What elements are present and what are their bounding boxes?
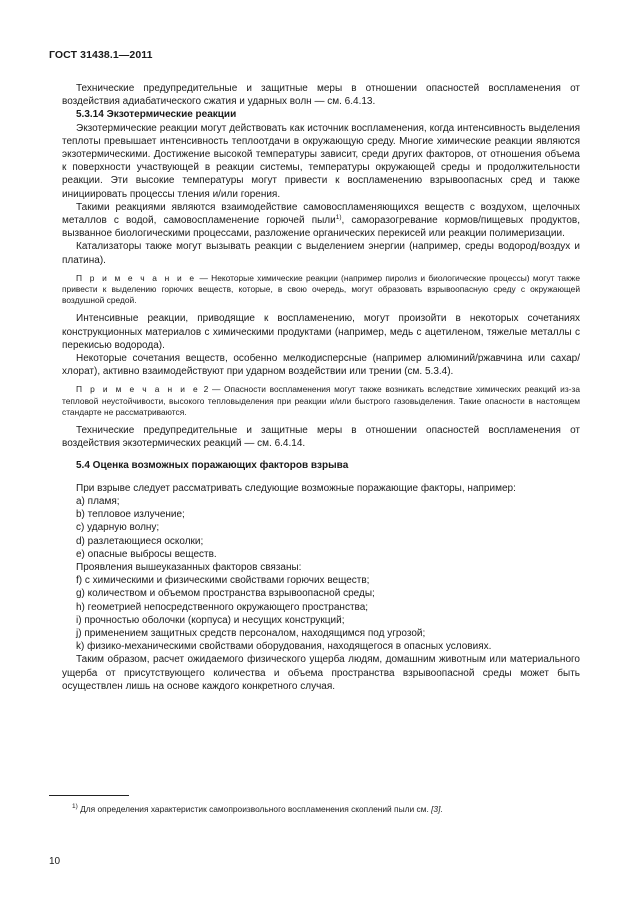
list-item: f) с химическими и физическими свойствами горючих веществ; <box>76 575 370 587</box>
note-label: П р и м е ч а н и е <box>76 272 197 283</box>
paragraph: Технические предупредительные и защитные меры в отношении опасностей воспламенения от воздействия экзотермических реакций — см. 6.4.14. <box>62 425 580 450</box>
paragraph: При взрыве следует рассматривать следующие возможные поражающие факторы, например: <box>76 482 516 494</box>
paragraph: Катализаторы также могут вызывать реакции с выделением энергии (например, среды водород/воздух и платина). <box>62 241 580 266</box>
list-item: с) ударную волну; <box>76 522 160 534</box>
paragraph: Экзотермические реакции могут действовать как источник воспламенения, когда интенсивность выделения теплоты превышает интенсивность теплоотдачи в окружающую среду. Многие химические реакции являются экзотермическими. Достижение высокой температуры зависит, среди других факторов, от отношения объема к поверхности участвующей в реакции системы, температуры окружающей среды и продолжительности реакции. Эти высокие температуры могут привести к воспламенению взрывоопасных сред и также инициировать процессы тления и/или горения. <box>62 122 580 200</box>
paragraph <box>62 201 580 241</box>
list-item: g) количеством и объемом пространства взрывоопасной среды; <box>76 588 375 600</box>
section-heading: 5.3.14 Экзотермические реакции <box>76 109 237 121</box>
note <box>62 273 580 307</box>
list-item: i) прочностью оболочки (корпуса) и несущих конструкций; <box>76 614 345 626</box>
document-header: ГОСТ 31438.1—2011 <box>49 49 153 61</box>
paragraph: Проявления вышеуказанных факторов связаны: <box>76 561 302 573</box>
footnote-end: . <box>440 804 443 814</box>
list-item: а) пламя; <box>76 495 120 507</box>
factor-list <box>62 495 580 561</box>
footnote-rule <box>49 795 129 796</box>
paragraph: Таким образом, расчет ожидаемого физического ущерба людям, домашним животным или материального ущерба от присутствующего количества и объема пространства взрывоопасной среды может быть осуществлен лишь на основе каждого конкретного случая. <box>62 654 580 692</box>
list-item: d) разлетающиеся осколки; <box>76 535 204 547</box>
document-body <box>62 82 580 693</box>
bibliography-reference: [3] <box>431 804 441 814</box>
footnote-mark: 1) <box>72 803 78 810</box>
list-item: j) применением защитных средств персоналом, находящимся под угрозой; <box>76 627 426 639</box>
note <box>62 384 580 418</box>
list-item: е) опасные выбросы веществ. <box>76 548 217 560</box>
note-text: — Некоторые химические реакции (например пиролиз и биологические процессы) могут также привести к выделению горючих веществ, которые, в свою очередь, могут образовать взрывоопасную среду с окружающей воздушной средой. <box>62 272 580 306</box>
paragraph-text: Такими реакциями являются взаимодействие самовоспламеняющихся веществ с воздухом, щелочных металлов с водой, самовоспламенение горючей пыли <box>62 201 580 227</box>
list-item: b) тепловое излучение; <box>76 509 185 521</box>
list-item: k) физико-механическими свойствами оборудования, находящегося в опасных условиях. <box>76 641 492 653</box>
note-text: 2 — Опасности воспламенения могут также возникать вследствие химических реакций из-за тепловой неустойчивости, высокого тепловыделения при реакции и/или быстрого газовыделения. Такие опасности в настоящем стандарте не рассматриваются. <box>62 384 580 417</box>
paragraph: Технические предупредительные и защитные меры в отношении опасностей воспламенения от воздействия адиабатического сжатия и ударных волн — см. 6.4.13. <box>62 83 580 108</box>
paragraph-text: , саморазогревание кормов/пищевых продуктов, вызванное биологическими процессами, разложение органических перекисей или реакции полимеризации. <box>62 215 580 240</box>
footnote-text: Для определения характеристик самопроизвольного воспламенения скоплений пыли см. <box>77 804 432 814</box>
page-number: 10 <box>49 856 61 867</box>
footnote-reference: 1) <box>335 214 342 222</box>
footnote <box>62 804 580 815</box>
condition-list <box>62 574 580 653</box>
paragraph: Некоторые сочетания веществ, особенно мелкодисперсные (например алюминий/ржавчина или сахар/хлорат), активно взаимодействуют при ударном воздействии или трении (см. 5.3.4). <box>62 353 580 378</box>
note-label: П р и м е ч а н и е <box>76 384 200 395</box>
list-item: h) геометрией непосредственного окружающего пространства; <box>76 601 369 613</box>
paragraph: Интенсивные реакции, приводящие к воспламенению, могут произойти в некоторых сочетаниях конструкционных материалов с химическими продуктами (например, медь с ацетиленом, тяжелые металлы с перекисью водорода). <box>62 313 580 351</box>
section-heading: 5.4 Оценка возможных поражающих факторов взрыва <box>76 460 349 472</box>
